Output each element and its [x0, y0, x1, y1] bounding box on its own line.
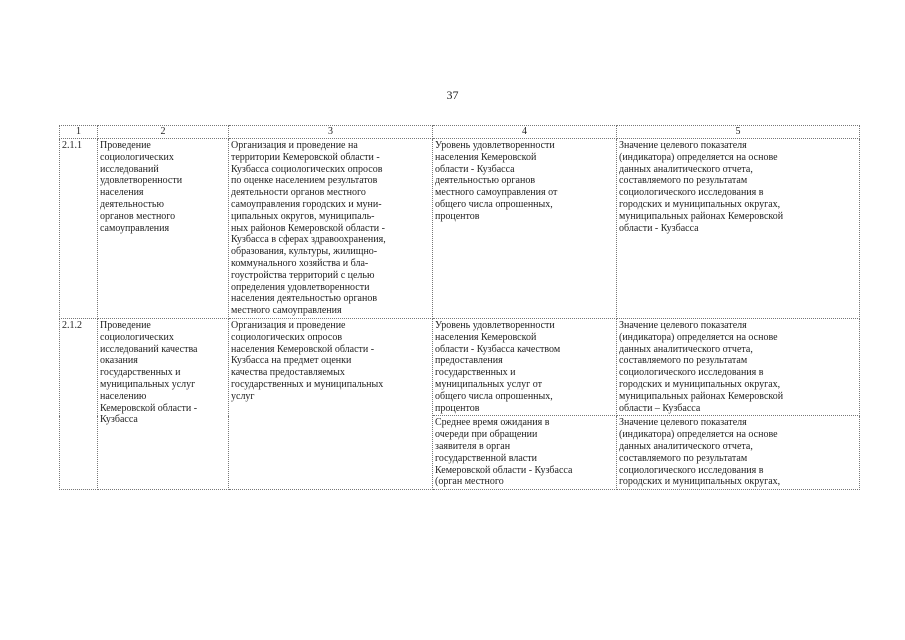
row-number: 2.1.2 — [60, 318, 98, 489]
cell-text-line: государственных и муниципальных — [231, 378, 384, 390]
cell-text-line: государственных и — [100, 367, 181, 379]
header-col-5: 5 — [617, 126, 860, 139]
cell-text-line: населения Кемеровской — [435, 151, 537, 163]
cell-text-line: органов местного — [100, 210, 176, 222]
cell-text-line: Организация и проведение на — [231, 140, 358, 151]
cell-text-line: государственной власти — [435, 452, 537, 464]
cell-text-line: очереди при обращении — [435, 429, 538, 441]
cell-text-line: данных аналитического отчета, — [619, 343, 753, 355]
cell-text-line: заявителя в орган — [435, 440, 511, 452]
cell-text-line: ципальных округов, муниципаль- — [231, 210, 375, 222]
cell-text-line: муниципальных районах Кемеровской — [619, 390, 784, 402]
cell-text-line: Кузбасса в сферах здравоохранения, — [231, 234, 386, 246]
description-cell — [229, 139, 433, 319]
page-number: 37 — [446, 88, 459, 102]
cell-text-line: данных аналитического отчета, — [619, 440, 753, 452]
cell-text-line: процентов — [435, 210, 480, 222]
table-row — [60, 318, 860, 415]
cell-text-line: коммунального хозяйства и бла- — [231, 257, 369, 269]
cell-text-line: Кемеровской области - — [100, 402, 198, 414]
cell-text-line: Уровень удовлетворенности — [435, 319, 555, 331]
row-number: 2.1.1 — [60, 139, 98, 319]
cell-text-line: самоуправления городских и муни- — [231, 198, 382, 210]
cell-text-line: определения удовлетворенности — [231, 281, 370, 293]
event-cell — [98, 139, 229, 319]
event-cell — [98, 318, 229, 489]
cell-text-line: населения деятельностью органов — [231, 293, 378, 305]
cell-text-line: Кузбасса — [100, 414, 138, 426]
cell-text-line: ных районов Кемеровской области - — [231, 222, 385, 234]
cell-text-line: Кузбасса социологических опросов — [231, 163, 383, 175]
cell-text-line: населения Кемеровской — [435, 331, 537, 343]
cell-text-line: (индикатора) определяется на основе — [619, 331, 778, 343]
cell-text-line: предоставления — [435, 355, 503, 367]
cell-text-line: городских и муниципальных округах, — [619, 476, 781, 488]
cell-text-line: муниципальных районах Кемеровской — [619, 210, 784, 222]
cell-text-line: (индикатора) определяется на основе — [619, 151, 778, 163]
description-cell — [229, 318, 433, 489]
cell-text-line: гоустройства территорий с целью — [231, 269, 375, 281]
cell-text-line: муниципальных услуг от — [435, 378, 543, 390]
cell-text-line: образования, культуры, жилищно- — [231, 246, 378, 258]
cell-text-line: исследований — [100, 163, 159, 175]
indicator-cell — [433, 318, 617, 415]
cell-text-line: процентов — [435, 402, 480, 414]
cell-text-line: деятельности органов местного — [231, 187, 366, 199]
cell-text-line: городских и муниципальных округах, — [619, 198, 781, 210]
cell-text-line: удовлетворенности — [100, 175, 183, 187]
indicator-cell — [433, 416, 617, 490]
header-row — [60, 126, 860, 139]
cell-text-line: Проведение — [100, 319, 151, 331]
table-row — [60, 139, 860, 319]
cell-text-line: муниципальных услуг — [100, 378, 196, 390]
header-col-1: 1 — [60, 126, 98, 139]
cell-text-line: Кемеровской области - Кузбасса — [435, 464, 573, 476]
header-col-4: 4 — [433, 126, 617, 139]
value-cell — [617, 139, 860, 319]
cell-text-line: государственных и — [435, 367, 516, 379]
indicator-cell — [433, 139, 617, 319]
cell-text-line: деятельностью — [100, 198, 164, 210]
cell-text-line: местного самоуправления — [231, 305, 342, 317]
cell-text-line: оказания — [100, 355, 138, 367]
cell-text-line: общего числа опрошенных, — [435, 198, 553, 210]
cell-text-line: (индикатора) определяется на основе — [619, 429, 778, 441]
value-cell — [617, 318, 860, 415]
cell-text-line: (орган местного — [435, 476, 504, 488]
cell-text-line: Значение целевого показателя — [619, 140, 747, 151]
cell-text-line: Значение целевого показателя — [619, 417, 747, 429]
cell-text-line: социологического исследования в — [619, 187, 764, 199]
cell-text-line: общего числа опрошенных, — [435, 390, 553, 402]
cell-text-line: населения Кемеровской области - — [231, 343, 375, 355]
cell-text-line: социологического исследования в — [619, 367, 764, 379]
cell-text-line: услуг — [231, 390, 255, 402]
cell-text-line: Уровень удовлетворенности — [435, 140, 555, 151]
cell-text-line: составляемого по результатам — [619, 452, 748, 464]
header-col-3: 3 — [229, 126, 433, 139]
cell-text-line: составляемого по результатам — [619, 175, 748, 187]
cell-text-line: Кузбасса на предмет оценки — [231, 355, 352, 367]
cell-text-line: Организация и проведение — [231, 319, 346, 331]
cell-text-line: Значение целевого показателя — [619, 319, 747, 331]
cell-text-line: населению — [100, 390, 147, 402]
cell-text-line: социологических — [100, 331, 174, 343]
cell-text-line: области – Кузбасса — [619, 402, 701, 414]
cell-text-line: качества предоставляемых — [231, 367, 345, 379]
cell-text-line: самоуправления — [100, 222, 170, 234]
cell-text-line: исследований качества — [100, 343, 198, 355]
cell-text-line: Проведение — [100, 140, 151, 151]
program-table — [59, 125, 860, 490]
cell-text-line: области - Кузбасса — [619, 222, 699, 234]
cell-text-line: данных аналитического отчета, — [619, 163, 753, 175]
value-cell — [617, 416, 860, 490]
cell-text-line: городских и муниципальных округах, — [619, 378, 781, 390]
cell-text-line: области - Кузбасса — [435, 163, 515, 175]
cell-text-line: территории Кемеровской области - — [231, 151, 380, 163]
cell-text-line: социологических опросов — [231, 331, 343, 343]
header-col-2: 2 — [98, 126, 229, 139]
cell-text-line: по оценке населением результатов — [231, 175, 378, 187]
cell-text-line: составляемого по результатам — [619, 355, 748, 367]
cell-text-line: социологического исследования в — [619, 464, 764, 476]
cell-text-line: деятельностью органов — [435, 175, 536, 187]
cell-text-line: Среднее время ожидания в — [435, 417, 550, 429]
cell-text-line: населения — [100, 187, 144, 199]
cell-text-line: местного самоуправления от — [435, 187, 558, 199]
cell-text-line: социологических — [100, 151, 174, 163]
cell-text-line: области - Кузбасса качеством — [435, 343, 561, 355]
